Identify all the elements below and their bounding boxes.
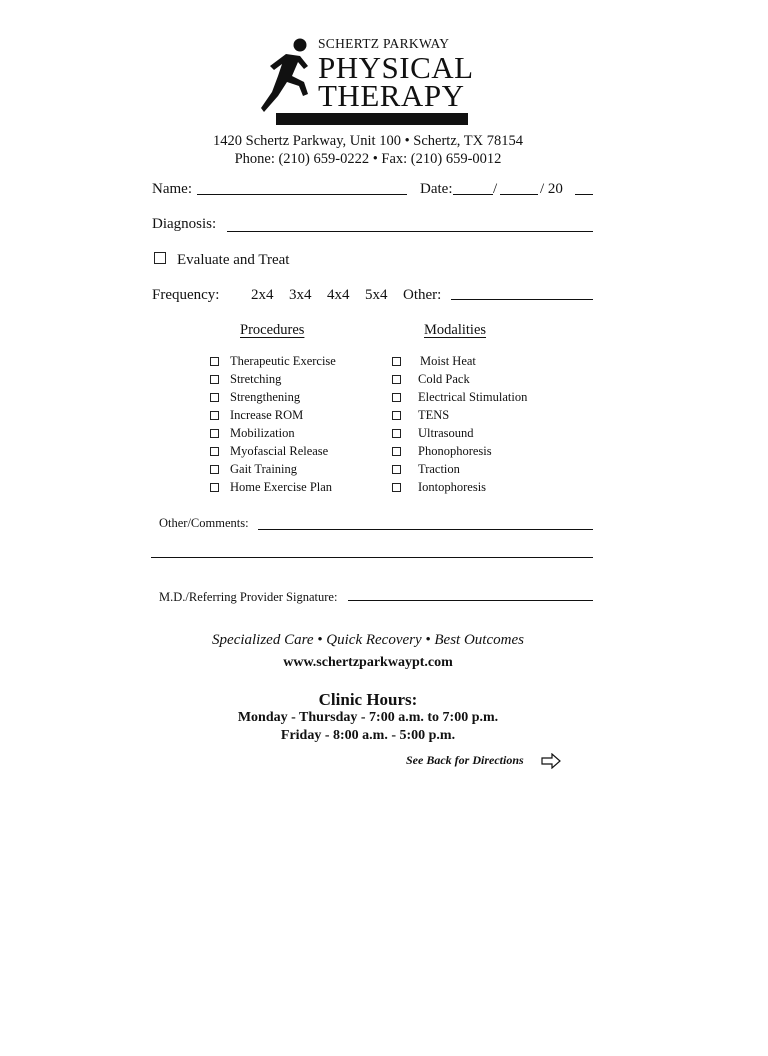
diagnosis-label: Diagnosis: <box>152 216 217 232</box>
frequency-option[interactable]: 3x4 <box>289 287 312 303</box>
modality-checkbox[interactable] <box>392 429 401 438</box>
procedure-checkbox[interactable] <box>210 393 219 402</box>
phone-fax: Phone: (210) 659-0222 • Fax: (210) 659-0012 <box>234 151 502 167</box>
name-field[interactable] <box>197 194 407 195</box>
clinic-hours-title: Clinic Hours: <box>318 690 418 709</box>
logo-small-text: SCHERTZ PARKWAY <box>318 36 450 51</box>
procedure-checkbox[interactable] <box>210 357 219 366</box>
name-label: Name: <box>152 181 192 197</box>
directions-note: See Back for Directions <box>406 753 524 767</box>
frequency-other-field[interactable] <box>451 299 593 300</box>
evaluate-treat-checkbox[interactable] <box>154 252 166 264</box>
comments-label: Other/Comments: <box>159 516 249 530</box>
comments-field-line2[interactable] <box>151 557 593 558</box>
runner-logo-icon <box>260 36 316 116</box>
logo-physical-text: PHYSICAL <box>318 50 474 85</box>
modality-label: Moist Heat <box>420 354 476 368</box>
modalities-heading: Modalities <box>424 322 487 338</box>
procedure-checkbox[interactable] <box>210 429 219 438</box>
procedure-label: Stretching <box>230 372 282 386</box>
procedure-checkbox[interactable] <box>210 375 219 384</box>
logo-therapy-text: THERAPY <box>318 78 465 113</box>
modality-checkbox[interactable] <box>392 411 401 420</box>
frequency-option[interactable]: 4x4 <box>327 287 350 303</box>
modality-checkbox[interactable] <box>392 447 401 456</box>
date-slash: / <box>493 181 498 197</box>
date-year-prefix: / 20 <box>540 181 563 197</box>
procedure-label: Myofascial Release <box>230 444 329 458</box>
date-label: Date: <box>420 181 453 197</box>
frequency-option[interactable]: 5x4 <box>365 287 388 303</box>
procedure-label: Gait Training <box>230 462 298 476</box>
date-year-field[interactable] <box>575 194 593 195</box>
modality-label: Phonophoresis <box>418 444 492 458</box>
procedure-label: Home Exercise Plan <box>230 480 333 494</box>
address: 1420 Schertz Parkway, Unit 100 • Schertz, TX 78154 <box>213 133 523 149</box>
procedure-label: Increase ROM <box>230 408 304 422</box>
signature-field[interactable] <box>348 600 593 601</box>
tagline: Specialized Care • Quick Recovery • Best Outcomes <box>212 632 524 648</box>
procedure-checkbox[interactable] <box>210 483 219 492</box>
hours-weekday: Monday - Thursday - 7:00 a.m. to 7:00 p.m. <box>237 710 499 725</box>
modality-checkbox[interactable] <box>392 357 401 366</box>
procedure-label: Mobilization <box>230 426 295 440</box>
modality-checkbox[interactable] <box>392 465 401 474</box>
diagnosis-field[interactable] <box>227 231 593 232</box>
procedure-checkbox[interactable] <box>210 465 219 474</box>
procedure-checkbox[interactable] <box>210 411 219 420</box>
modality-label: Electrical Stimulation <box>418 390 528 404</box>
procedure-label: Therapeutic Exercise <box>230 354 336 368</box>
modality-checkbox[interactable] <box>392 393 401 402</box>
logo-bar <box>276 113 468 125</box>
procedure-checkbox[interactable] <box>210 447 219 456</box>
date-day-field[interactable] <box>500 194 538 195</box>
hours-friday: Friday - 8:00 a.m. - 5:00 p.m. <box>280 728 456 743</box>
frequency-label: Frequency: <box>152 287 220 303</box>
evaluate-treat-label: Evaluate and Treat <box>177 252 290 268</box>
modality-checkbox[interactable] <box>392 375 401 384</box>
modality-checkbox[interactable] <box>392 483 401 492</box>
signature-label: M.D./Referring Provider Signature: <box>159 590 338 604</box>
date-month-field[interactable] <box>453 194 493 195</box>
comments-field-line1[interactable] <box>258 529 593 530</box>
frequency-other-label: Other: <box>403 287 442 303</box>
modality-label: Iontophoresis <box>418 480 487 494</box>
modality-label: Ultrasound <box>418 426 474 440</box>
modality-label: Cold Pack <box>418 372 470 386</box>
modality-label: Traction <box>418 462 460 476</box>
procedures-heading: Procedures <box>240 322 305 338</box>
frequency-option[interactable]: 2x4 <box>251 287 274 303</box>
procedure-label: Strengthening <box>230 390 301 404</box>
modality-label: TENS <box>418 408 450 422</box>
website: www.schertzparkwaypt.com <box>283 655 453 670</box>
arrow-right-outline-icon <box>541 753 561 769</box>
